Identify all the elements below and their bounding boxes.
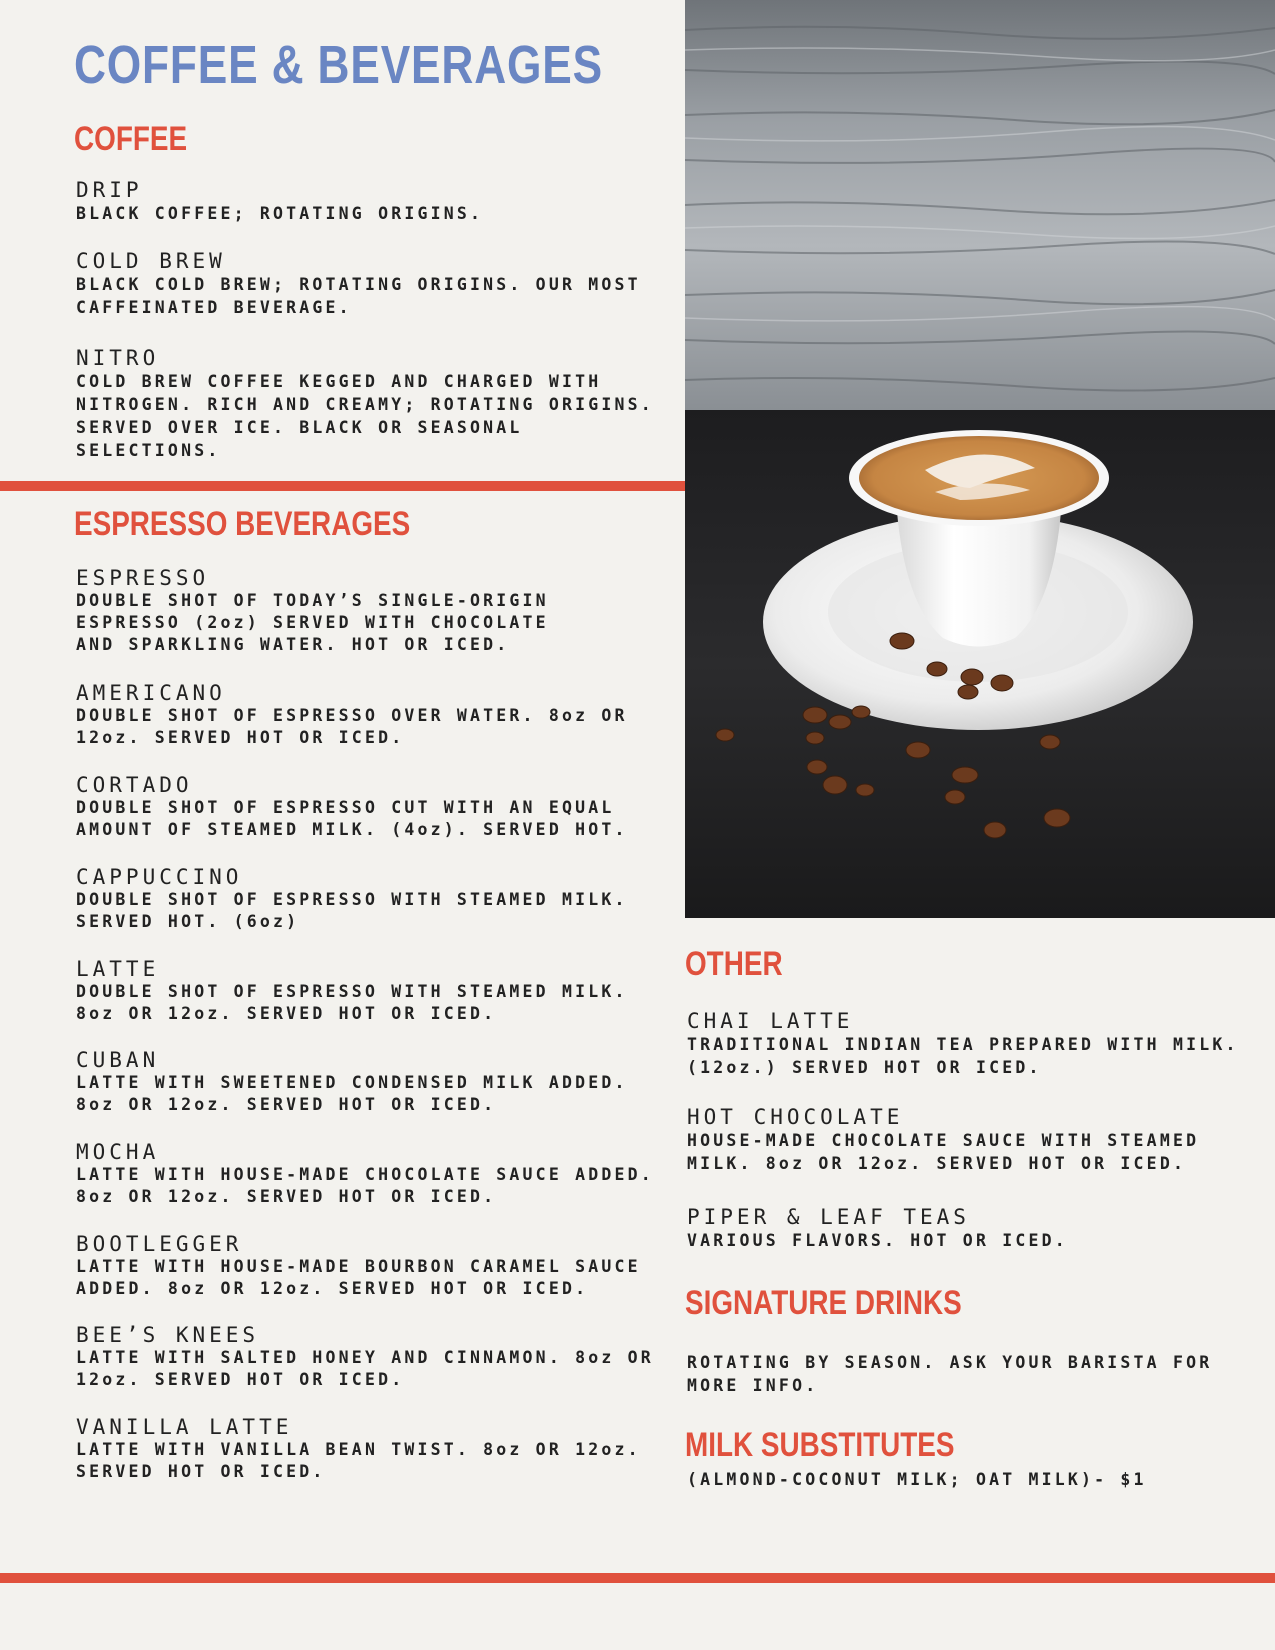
item-description: DOUBLE SHOT OF ESPRESSO WITH STEAMED MILK. 8oz OR 12oz. SERVED HOT OR ICED. <box>76 982 628 1023</box>
latte-cup-photo <box>685 0 1275 918</box>
menu-item-hot-chocolate <box>687 1105 1247 1175</box>
menu-item-espresso <box>76 566 666 656</box>
item-description: LATTE WITH SALTED HONEY AND CINNAMON. 8oz OR 12oz. SERVED HOT OR ICED. <box>76 1348 654 1389</box>
item-name: BOOTLEGGER <box>76 1232 243 1256</box>
section-title-espresso: ESPRESSO BEVERAGES <box>74 505 411 543</box>
item-name: CUBAN <box>76 1048 160 1072</box>
menu-item-bootlegger <box>76 1232 666 1300</box>
item-name: PIPER & LEAF TEAS <box>687 1205 970 1229</box>
item-name: BEE’S KNEES <box>76 1323 260 1347</box>
menu-item-mocha <box>76 1140 666 1208</box>
menu-item-vanilla-latte <box>76 1415 666 1483</box>
item-name: COLD BREW <box>76 249 226 273</box>
menu-item-cold-brew <box>76 249 666 319</box>
item-description: LATTE WITH HOUSE-MADE BOURBON CARAMEL SAUCE ADDED. 8oz OR 12oz. SERVED HOT OR ICED. <box>76 1257 641 1298</box>
item-name: DRIP <box>76 178 143 202</box>
section-title-milk-substitutes: MILK SUBSTITUTES <box>685 1426 955 1464</box>
item-name: ESPRESSO <box>76 566 210 590</box>
item-description: VARIOUS FLAVORS. HOT OR ICED. <box>687 1231 1068 1250</box>
menu-item-latte <box>76 957 666 1025</box>
item-name: CORTADO <box>76 773 193 797</box>
item-name: CHAI LATTE <box>687 1009 854 1033</box>
item-name: MOCHA <box>76 1140 160 1164</box>
item-description: DOUBLE SHOT OF ESPRESSO OVER WATER. 8oz OR 12oz. SERVED HOT OR ICED. <box>76 706 628 747</box>
item-description: TRADITIONAL INDIAN TEA PREPARED WITH MILK. (12oz.) SERVED HOT OR ICED. <box>687 1035 1239 1077</box>
menu-item-chai-latte <box>687 1009 1247 1079</box>
item-description: LATTE WITH VANILLA BEAN TWIST. 8oz OR 12oz. SERVED HOT OR ICED. <box>76 1440 641 1481</box>
section-title-other: OTHER <box>685 945 783 983</box>
item-name: AMERICANO <box>76 681 226 705</box>
item-description: BLACK COFFEE; ROTATING ORIGINS. <box>76 204 484 223</box>
item-description: DOUBLE SHOT OF ESPRESSO CUT WITH AN EQUAL AMOUNT OF STEAMED MILK. (4oz). SERVED HOT. <box>76 798 628 839</box>
menu-item-drip <box>76 178 666 225</box>
signature-drinks-description: ROTATING BY SEASON. ASK YOUR BARISTA FOR MORE INFO. <box>687 1353 1213 1395</box>
menu-item-cuban <box>76 1048 666 1116</box>
item-description: LATTE WITH HOUSE-MADE CHOCOLATE SAUCE ADDED. 8oz OR 12oz. SERVED HOT OR ICED. <box>76 1165 654 1206</box>
item-name: LATTE <box>76 957 160 981</box>
milk-substitutes-description: (ALMOND-COCONUT MILK; OAT MILK)- $1 <box>687 1470 1147 1489</box>
menu-item-cortado <box>76 773 666 841</box>
menu-item-nitro <box>76 346 666 462</box>
section-title-signature-drinks: SIGNATURE DRINKS <box>685 1284 962 1322</box>
section-title-coffee: COFFEE <box>74 120 188 158</box>
menu-item-cappuccino <box>76 865 666 933</box>
item-name: CAPPUCCINO <box>76 865 243 889</box>
section-divider <box>0 481 685 491</box>
page-title: COFFEE & BEVERAGES <box>74 35 603 95</box>
item-description: LATTE WITH SWEETENED CONDENSED MILK ADDED. 8oz OR 12oz. SERVED HOT OR ICED. <box>76 1073 628 1114</box>
footer-divider <box>0 1573 1275 1583</box>
menu-item-piper-leaf-teas <box>687 1205 1247 1252</box>
item-name: HOT CHOCOLATE <box>687 1105 904 1129</box>
item-description: DOUBLE SHOT OF ESPRESSO WITH STEAMED MILK. SERVED HOT. (6oz) <box>76 890 628 931</box>
item-name: NITRO <box>76 346 160 370</box>
item-description: HOUSE-MADE CHOCOLATE SAUCE WITH STEAMED MILK. 8oz OR 12oz. SERVED HOT OR ICED. <box>687 1131 1200 1173</box>
item-name: VANILLA LATTE <box>76 1415 293 1439</box>
menu-item-americano <box>76 681 666 749</box>
item-description: BLACK COLD BREW; ROTATING ORIGINS. OUR MOST CAFFEINATED BEVERAGE. <box>76 275 641 317</box>
menu-item-bees-knees <box>76 1323 666 1391</box>
item-description: DOUBLE SHOT OF TODAY’S SINGLE-ORIGIN ESPRESSO (2oz) SERVED WITH CHOCOLATE AND SPARKLING WATER. HOT OR ICED. <box>76 591 549 654</box>
item-description: COLD BREW COFFEE KEGGED AND CHARGED WITH NITROGEN. RICH AND CREAMY; ROTATING ORIGINS. SERVED OVER ICE. BLACK OR SEASONAL SELECTIONS. <box>76 372 654 460</box>
